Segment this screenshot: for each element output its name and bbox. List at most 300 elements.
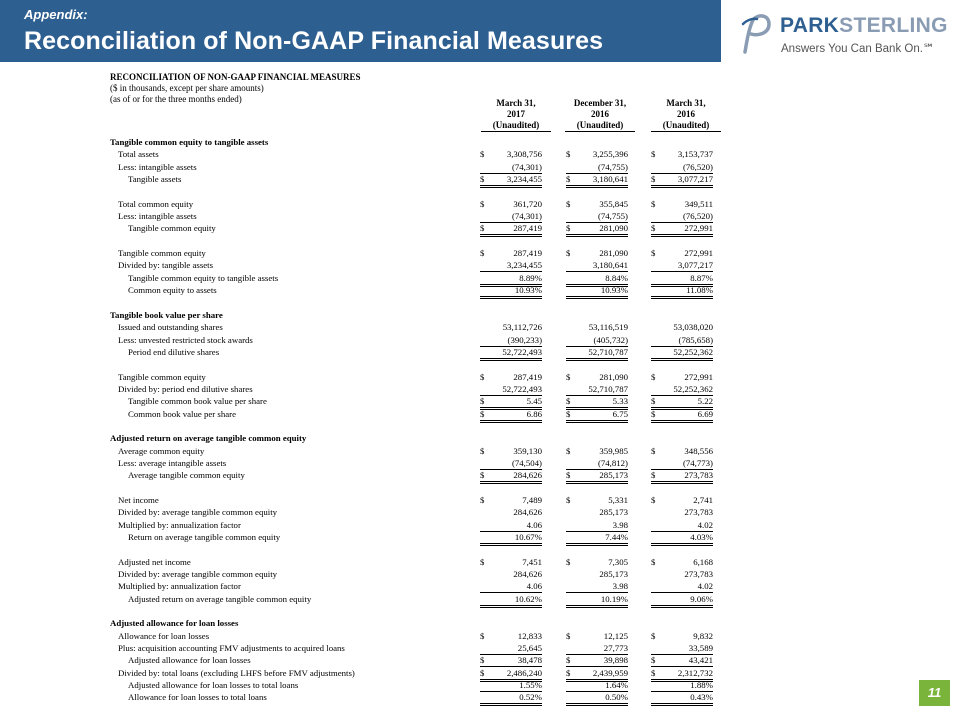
dollar-sign: $ <box>651 396 656 407</box>
logo-name-part2: STERLING <box>839 14 948 37</box>
section-title: Adjusted return on average tangible common equity <box>110 433 307 444</box>
cell-value: 355,845 <box>599 198 628 209</box>
dollar-sign: $ <box>651 174 656 185</box>
cell-value: 2,312,732 <box>677 667 713 678</box>
cell-value: 10.93% <box>600 285 628 296</box>
value-cell <box>566 581 628 593</box>
row-label: Average tangible common equity <box>128 470 245 481</box>
cell-value: 9,832 <box>693 630 713 641</box>
report-period-note: (as of or for the three months ended) <box>110 94 242 104</box>
table-row <box>110 532 740 544</box>
value-cell <box>651 211 713 223</box>
dollar-sign: $ <box>651 470 656 481</box>
value-cell <box>566 223 628 237</box>
appendix-label: Appendix: <box>24 7 88 22</box>
dollar-sign: $ <box>480 667 485 678</box>
row-spacer <box>110 544 740 556</box>
cell-value: 4.06 <box>526 581 542 592</box>
value-cell <box>566 520 628 532</box>
cell-value: 4.03% <box>690 532 713 542</box>
value-cell <box>480 162 542 174</box>
dollar-sign: $ <box>566 248 571 259</box>
row-spacer <box>110 421 740 433</box>
cell-value: (405,732) <box>593 334 628 345</box>
dollar-sign: $ <box>651 198 656 209</box>
table-row <box>110 680 740 692</box>
table-row <box>110 409 740 421</box>
cell-value: 285,173 <box>599 569 628 580</box>
value-cell <box>651 643 713 655</box>
value-cell <box>651 507 713 518</box>
column-header-line3: (Unaudited) <box>651 120 721 132</box>
table-row <box>110 285 740 297</box>
cell-value: 53,112,726 <box>502 322 542 333</box>
dollar-sign: $ <box>651 223 656 234</box>
dollar-sign: $ <box>651 445 656 456</box>
cell-value: 43,421 <box>688 655 713 666</box>
row-label: Divided by: average tangible common equity <box>118 507 278 518</box>
value-cell <box>566 532 628 546</box>
value-cell <box>651 285 713 299</box>
cell-value: 273,783 <box>684 569 713 580</box>
cell-value: 52,710,787 <box>588 346 628 357</box>
value-cell <box>651 162 713 174</box>
dollar-sign: $ <box>566 396 571 407</box>
value-cell <box>480 643 542 655</box>
table-row <box>110 322 740 334</box>
column-header-line3: (Unaudited) <box>481 120 551 132</box>
value-cell <box>651 372 713 383</box>
dollar-sign: $ <box>480 149 485 160</box>
dollar-sign: $ <box>566 408 571 419</box>
row-label: Tangible common equity <box>128 223 216 234</box>
cell-value: 1.64% <box>605 680 628 691</box>
cell-value: (74,301) <box>511 211 542 222</box>
value-cell <box>480 446 542 457</box>
table-row <box>110 396 740 408</box>
row-label: Net income <box>118 494 159 505</box>
cell-value: 5.45 <box>526 396 542 407</box>
cell-value: 11.08% <box>686 285 713 296</box>
row-label: Divided by: period end dilutive shares <box>118 383 253 394</box>
value-cell <box>566 557 628 568</box>
row-label: Issued and outstanding shares <box>118 322 223 333</box>
row-label: Tangible common book value per share <box>128 396 267 407</box>
row-spacer <box>110 359 740 371</box>
value-cell <box>566 211 628 223</box>
row-label: Adjusted net income <box>118 556 191 567</box>
cell-value: 0.50% <box>605 692 628 703</box>
cell-value: 359,985 <box>599 445 628 456</box>
column-header-line3: (Unaudited) <box>565 120 635 132</box>
cell-value: 273,783 <box>684 507 713 518</box>
table-row <box>110 631 740 643</box>
cell-value: 361,720 <box>513 198 542 209</box>
dollar-sign: $ <box>480 198 485 209</box>
row-label: Period end dilutive shares <box>128 346 220 357</box>
cell-value: 7,451 <box>522 556 542 567</box>
dollar-sign: $ <box>480 396 485 407</box>
cell-value: 8.87% <box>690 272 713 283</box>
row-label: Divided by: total loans (excluding LHFS before FMV adjustments) <box>118 667 355 678</box>
cell-value: 4.06 <box>526 519 542 530</box>
table-row <box>110 223 740 235</box>
cell-value: 284,626 <box>513 507 542 518</box>
row-spacer <box>110 606 740 618</box>
value-cell <box>480 692 542 706</box>
table-row <box>110 372 740 384</box>
cell-value: (76,520) <box>682 161 713 172</box>
value-cell <box>480 680 542 692</box>
row-label: Adjusted return on average tangible common equity <box>128 593 312 604</box>
cell-value: 10.67% <box>514 532 542 542</box>
logo-p-icon <box>733 12 777 56</box>
row-spacer <box>110 236 740 248</box>
value-cell <box>651 655 713 667</box>
cell-value: 8.84% <box>605 272 628 283</box>
cell-value: 5.33 <box>612 396 628 407</box>
cell-value: 272,991 <box>684 371 713 382</box>
cell-value: 27,773 <box>603 643 628 654</box>
column-header-line1: March 31, <box>496 98 536 108</box>
row-label: Allowance for loan losses to total loans <box>128 692 267 703</box>
dollar-sign: $ <box>651 494 656 505</box>
column-header-dec-2016 <box>565 98 635 132</box>
column-header-mar-2017 <box>481 98 551 132</box>
dollar-sign: $ <box>480 494 485 505</box>
value-cell <box>651 470 713 484</box>
section-header-row <box>110 618 740 630</box>
value-cell <box>480 285 542 299</box>
dollar-sign: $ <box>566 223 571 234</box>
value-cell <box>566 149 628 160</box>
table-row <box>110 384 740 396</box>
cell-value: 7,489 <box>522 494 542 505</box>
cell-value: 52,722,493 <box>502 383 542 394</box>
value-cell <box>480 174 542 188</box>
cell-value: 287,419 <box>513 223 542 234</box>
value-cell <box>480 557 542 568</box>
value-cell <box>566 384 628 396</box>
cell-value: 0.43% <box>690 692 713 703</box>
page-number: 11 <box>919 680 950 706</box>
row-spacer <box>110 483 740 495</box>
dollar-sign: $ <box>566 494 571 505</box>
value-cell <box>651 581 713 593</box>
dollar-sign: $ <box>480 223 485 234</box>
table-row <box>110 211 740 223</box>
value-cell <box>566 470 628 484</box>
cell-value: 3,234,455 <box>506 260 542 271</box>
cell-value: 284,626 <box>513 569 542 580</box>
value-cell <box>480 248 542 259</box>
value-cell <box>480 199 542 210</box>
cell-value: 3,153,737 <box>677 149 713 160</box>
value-cell <box>480 495 542 506</box>
dollar-sign: $ <box>480 371 485 382</box>
value-cell <box>566 495 628 506</box>
cell-value: 6.75 <box>612 408 628 419</box>
section-header-row <box>110 310 740 322</box>
cell-value: 359,130 <box>513 445 542 456</box>
cell-value: 5,331 <box>608 494 628 505</box>
value-cell <box>480 409 542 423</box>
cell-value: 7.44% <box>605 532 628 542</box>
dollar-sign: $ <box>651 667 656 678</box>
column-header-line2: 2016 <box>591 109 609 119</box>
cell-value: 52,252,362 <box>673 383 713 394</box>
dollar-sign: $ <box>566 630 571 641</box>
cell-value: 10.62% <box>514 593 542 604</box>
value-cell <box>651 532 713 546</box>
cell-value: 273,783 <box>684 470 713 481</box>
value-cell <box>651 347 713 361</box>
value-cell <box>480 532 542 546</box>
cell-value: 3.98 <box>612 519 628 530</box>
row-label: Common book value per share <box>128 408 236 419</box>
cell-value: 3,077,217 <box>677 260 713 271</box>
dollar-sign: $ <box>651 408 656 419</box>
cell-value: 349,511 <box>684 198 713 209</box>
dollar-sign: $ <box>480 445 485 456</box>
value-cell <box>480 260 542 272</box>
column-header-line2: 2016 <box>677 109 695 119</box>
value-cell <box>480 384 542 396</box>
value-cell <box>651 322 713 333</box>
row-label: Tangible common equity <box>118 371 206 382</box>
cell-value: 6.86 <box>526 408 542 419</box>
dollar-sign: $ <box>480 174 485 185</box>
cell-value: 6.69 <box>697 408 713 419</box>
dollar-sign: $ <box>566 556 571 567</box>
dollar-sign: $ <box>566 445 571 456</box>
value-cell <box>651 458 713 470</box>
column-header-mar-2016 <box>651 98 721 132</box>
row-label: Less: intangible assets <box>118 211 197 222</box>
logo-tagline: Answers You Can Bank On.℠ <box>781 43 935 55</box>
cell-value: 12,125 <box>603 630 628 641</box>
value-cell <box>566 458 628 470</box>
logo-wordmark <box>780 14 948 38</box>
section-header-row <box>110 433 740 445</box>
row-label: Total common equity <box>118 198 194 209</box>
value-cell <box>480 347 542 361</box>
value-cell <box>480 458 542 470</box>
value-cell <box>566 335 628 347</box>
cell-value: 33,589 <box>688 643 713 654</box>
cell-value: 3,180,641 <box>592 260 628 271</box>
row-label: Less: average intangible assets <box>118 457 227 468</box>
cell-value: 7,305 <box>608 556 628 567</box>
value-cell <box>566 446 628 457</box>
value-cell <box>651 248 713 259</box>
reconciliation-table <box>110 137 740 705</box>
cell-value: 12,833 <box>517 630 542 641</box>
cell-value: 1.88% <box>690 680 713 691</box>
value-cell <box>566 594 628 608</box>
table-row <box>110 668 740 680</box>
row-label: Total assets <box>118 149 159 160</box>
dollar-sign: $ <box>651 655 656 666</box>
cell-value: 39,898 <box>603 655 628 666</box>
value-cell <box>651 335 713 347</box>
section-title: Tangible book value per share <box>110 309 223 320</box>
dollar-sign: $ <box>566 174 571 185</box>
value-cell <box>480 581 542 593</box>
cell-value: (74,755) <box>597 161 628 172</box>
dollar-sign: $ <box>480 248 485 259</box>
cell-value: 285,173 <box>599 470 628 481</box>
table-row <box>110 594 740 606</box>
dollar-sign: $ <box>651 149 656 160</box>
dollar-sign: $ <box>480 470 485 481</box>
row-label: Multiplied by: annualization factor <box>118 519 241 530</box>
dollar-sign: $ <box>651 556 656 567</box>
value-cell <box>480 631 542 642</box>
value-cell <box>480 211 542 223</box>
cell-value: (74,504) <box>511 457 542 468</box>
section-title: Tangible common equity to tangible assets <box>110 137 269 147</box>
value-cell <box>480 335 542 347</box>
cell-value: 6,168 <box>693 556 713 567</box>
cell-value: (74,812) <box>597 457 628 468</box>
cell-value: (74,773) <box>682 457 713 468</box>
cell-value: 2,741 <box>693 494 713 505</box>
table-row <box>110 149 740 161</box>
cell-value: (785,658) <box>678 334 713 345</box>
row-spacer <box>110 186 740 198</box>
section-title: Adjusted allowance for loan losses <box>110 618 239 629</box>
row-label: Adjusted allowance for loan losses to total loans <box>128 680 299 691</box>
table-row <box>110 557 740 569</box>
table-row <box>110 569 740 581</box>
cell-value: 8.89% <box>519 272 542 283</box>
dollar-sign: $ <box>480 408 485 419</box>
cell-value: 3,255,396 <box>592 149 628 160</box>
value-cell <box>651 223 713 237</box>
row-label: Average common equity <box>118 445 205 456</box>
value-cell <box>566 655 628 667</box>
column-header-line1: December 31, <box>573 98 627 108</box>
table-row <box>110 581 740 593</box>
logo-name-part1: PARK <box>780 14 840 37</box>
value-cell <box>566 260 628 272</box>
cell-value: 52,710,787 <box>588 383 628 394</box>
value-cell <box>651 594 713 608</box>
cell-value: 3,234,455 <box>506 174 542 185</box>
cell-value: 9.06% <box>690 593 713 604</box>
row-spacer <box>110 297 740 309</box>
dollar-sign: $ <box>566 371 571 382</box>
value-cell <box>651 680 713 692</box>
value-cell <box>480 223 542 237</box>
table-row <box>110 495 740 507</box>
value-cell <box>651 557 713 568</box>
cell-value: 287,419 <box>513 371 542 382</box>
value-cell <box>480 520 542 532</box>
cell-value: 4.02 <box>697 581 713 592</box>
value-cell <box>651 409 713 423</box>
value-cell <box>651 199 713 210</box>
table-row <box>110 692 740 704</box>
cell-value: 285,173 <box>599 507 628 518</box>
cell-value: 10.93% <box>514 285 542 296</box>
table-row <box>110 347 740 359</box>
value-cell <box>651 520 713 532</box>
value-cell <box>566 692 628 706</box>
row-label: Less: unvested restricted stock awards <box>118 334 253 345</box>
dollar-sign: $ <box>480 556 485 567</box>
cell-value: 2,486,240 <box>506 667 542 678</box>
section-header-row <box>110 137 740 149</box>
value-cell <box>480 372 542 383</box>
row-label: Tangible common equity to tangible assets <box>128 272 279 283</box>
cell-value: 4.02 <box>697 519 713 530</box>
value-cell <box>566 285 628 299</box>
dollar-sign: $ <box>651 630 656 641</box>
value-cell <box>566 631 628 642</box>
value-cell <box>651 692 713 706</box>
value-cell <box>566 409 628 423</box>
table-row <box>110 520 740 532</box>
cell-value: 287,419 <box>513 248 542 259</box>
report-units-note: ($ in thousands, except per share amounts) <box>110 83 264 93</box>
row-label: Divided by: tangible assets <box>118 260 214 271</box>
cell-value: 0.52% <box>519 692 542 703</box>
value-cell <box>566 643 628 655</box>
cell-value: 5.22 <box>697 396 713 407</box>
table-row <box>110 273 740 285</box>
cell-value: (74,301) <box>511 161 542 172</box>
cell-value: 1.55% <box>519 680 542 691</box>
value-cell <box>566 569 628 580</box>
cell-value: 3,077,217 <box>677 174 713 185</box>
dollar-sign: $ <box>651 371 656 382</box>
report-title: RECONCILIATION OF NON-GAAP FINANCIAL MEASURES <box>110 72 361 82</box>
value-cell <box>651 260 713 272</box>
table-row <box>110 458 740 470</box>
cell-value: 52,722,493 <box>502 346 542 357</box>
value-cell <box>651 569 713 580</box>
company-logo <box>733 12 948 60</box>
cell-value: 3,308,756 <box>506 149 542 160</box>
cell-value: 52,252,362 <box>673 346 713 357</box>
row-label: Multiplied by: annualization factor <box>118 581 241 592</box>
row-label: Allowance for loan losses <box>118 630 210 641</box>
cell-value: 3.98 <box>612 581 628 592</box>
cell-value: 348,556 <box>684 445 713 456</box>
value-cell <box>480 322 542 333</box>
title-banner <box>0 0 721 62</box>
dollar-sign: $ <box>480 655 485 666</box>
table-row <box>110 643 740 655</box>
value-cell <box>566 199 628 210</box>
column-header-line1: March 31, <box>666 98 706 108</box>
cell-value: 281,090 <box>599 371 628 382</box>
value-cell <box>566 322 628 333</box>
cell-value: (76,520) <box>682 211 713 222</box>
dollar-sign: $ <box>566 470 571 481</box>
cell-value: (74,755) <box>597 211 628 222</box>
row-label: Tangible assets <box>128 174 182 185</box>
dollar-sign: $ <box>566 655 571 666</box>
cell-value: 281,090 <box>599 223 628 234</box>
value-cell <box>566 174 628 188</box>
cell-value: 38,478 <box>517 655 542 666</box>
value-cell <box>480 594 542 608</box>
value-cell <box>480 569 542 580</box>
table-row <box>110 470 740 482</box>
